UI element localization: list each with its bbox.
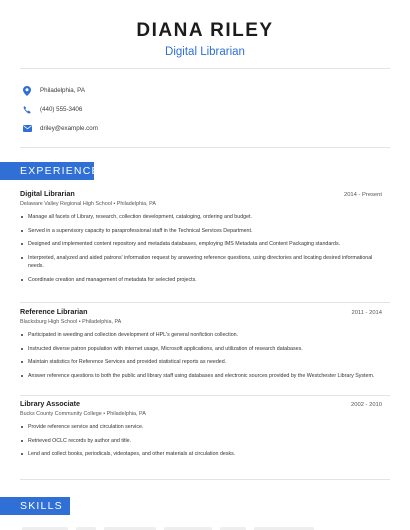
job-bullet: Participated in weeding and collection development of HPL's general nonfiction collection. (20, 331, 382, 339)
job-bullet: Served in a supervisory capacity to paraprofessional staff in the Technical Services Department. (20, 227, 382, 235)
location-pin-icon (22, 86, 32, 96)
job-bullet: Lend and collect books, periodicals, videotapes, and other materials at circulation desks. (20, 450, 382, 458)
header-divider (20, 68, 390, 69)
job-bullet: Interpreted, analyzed and aided patrons' information request by answering reference questions, using directories and locating desired informational needs. (20, 254, 382, 271)
job-divider (20, 395, 390, 396)
person-name: DIANA RILEY (136, 20, 274, 41)
job-bullet: Instructed diverse patron population with internet usage, Microsoft applications, and utilization of research databases. (20, 345, 382, 353)
job-title: Reference Librarian (20, 307, 88, 316)
contact-list (22, 81, 98, 138)
skills-heading: SKILLS (0, 497, 70, 515)
job-bullet: Answer reference questions to both the public and library staff using databases and electronic sources provided by the Westchester Library System. (20, 372, 382, 380)
job-organization: Delaware Valley Regional High School • Philadelphia, PA (20, 201, 156, 207)
job-title: Library Associate (20, 399, 81, 408)
contact-email (22, 119, 98, 138)
contact-phone-text: (440) 555-3406 (40, 106, 83, 113)
job-bullets (20, 331, 382, 380)
job-organization: Bucks County Community College • Philadelphia, PA (20, 411, 146, 417)
phone-icon (22, 105, 32, 115)
job-bullet: Coordinate creation and management of metadata for selected projects. (20, 276, 382, 284)
job-bullet: Manage all facets of Library, research, collection development, cataloging, ordering and budget. (20, 213, 382, 221)
job-bullet: Provide reference service and circulation service. (20, 423, 382, 431)
job-bullet: Designed and implemented content repository and metadata databases, employing IMS Metadata and Content Packaging standards. (20, 240, 382, 248)
job-bullet: Maintain statistics for Reference Services and provided statistical reports as needed. (20, 358, 382, 366)
job-divider (20, 302, 390, 303)
job-entry (20, 399, 382, 464)
contact-location-text: Philadelphia, PA (40, 87, 85, 94)
job-role: Digital Librarian (165, 46, 245, 58)
contact-divider (20, 147, 390, 148)
contact-phone (22, 100, 98, 119)
job-title: Digital Librarian (20, 189, 75, 198)
resume-header (0, 0, 410, 58)
contact-email-text: driley@example.com (40, 125, 98, 132)
mail-icon (22, 124, 32, 134)
job-dates: 2002 - 2010 (351, 402, 382, 408)
experience-heading: EXPERIENCE (0, 162, 94, 180)
experience-end-divider (20, 479, 390, 480)
job-entry (20, 307, 382, 385)
job-bullets (20, 423, 382, 458)
job-bullets (20, 213, 382, 284)
job-entry (20, 189, 382, 289)
job-bullet: Retrieved OCLC records by author and title. (20, 437, 382, 445)
job-dates: 2014 - Present (343, 192, 382, 198)
contact-location (22, 81, 98, 100)
job-dates: 2011 - 2014 (351, 310, 382, 316)
job-organization: Blacksburg High School • Philadelphia, PA (20, 319, 122, 325)
